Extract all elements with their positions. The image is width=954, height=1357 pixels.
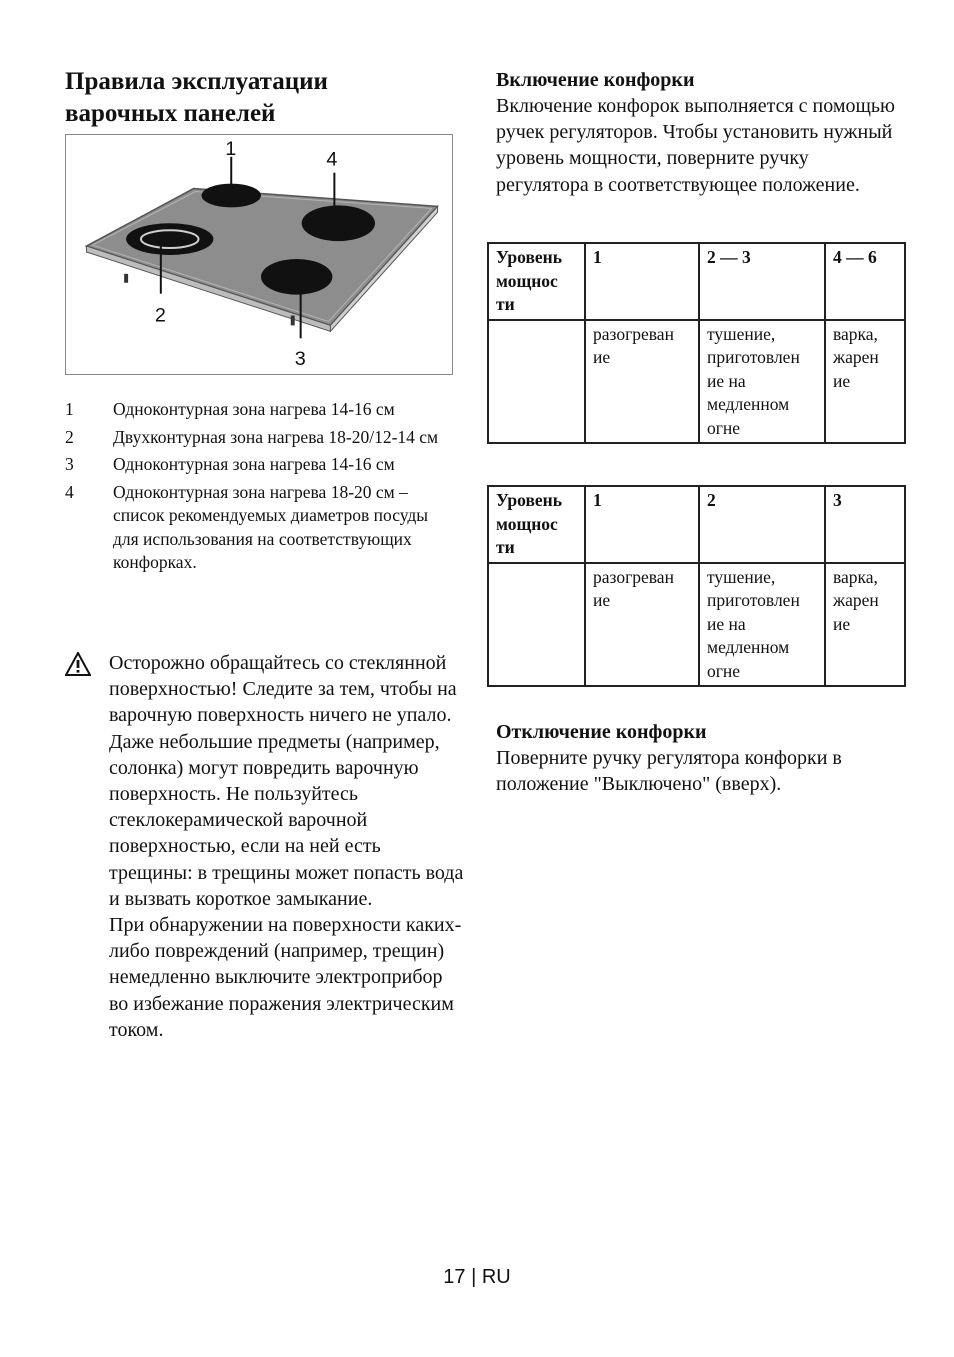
page-title-line2: варочных панелей — [65, 100, 276, 127]
table-row — [488, 563, 905, 687]
burner-2-outer — [126, 223, 213, 255]
switch-off-heading: Отключение конфорки — [496, 721, 707, 743]
language-code: RU — [481, 1266, 511, 1288]
table-cell: разогреван ие — [585, 320, 699, 444]
table-row — [488, 486, 905, 563]
burner-3 — [261, 259, 332, 295]
switch-on-text: Включение конфорок выполняется с помощью ручек регуляторов. Чтобы установить нужный уровень мощности, поверните ручку регулятора в соответствующее положение. — [496, 95, 895, 196]
page-footer — [0, 1266, 954, 1289]
table-cell: разогреван ие — [585, 563, 699, 687]
table-cell — [488, 320, 585, 444]
warning-paragraph-1: Осторожно обращайтесь со стеклянной поверхностью! Следите за тем, чтобы на варочную поверхность ничего не упало. Даже небольшие предметы (например, солонка) могут повредить варочную поверхность. Не пользуйтесь стеклокерамической варочной поверхностью, если на ней есть трещины: в трещины может попасть вода и вызвать короткое замыкание. — [109, 652, 464, 910]
hob-diagram — [65, 134, 453, 375]
table-row — [488, 320, 905, 444]
table-cell: варка, жарен ие — [825, 563, 905, 687]
callout-2: 2 — [154, 304, 166, 327]
table-cell: 3 — [825, 486, 905, 563]
zone-legend — [65, 398, 455, 579]
page-title-line1: Правила эксплуатации — [65, 68, 328, 95]
switch-off-section — [496, 719, 906, 797]
legend-item — [65, 453, 455, 477]
callout-3: 3 — [294, 348, 306, 371]
legend-text: Одноконтурная зона нагрева 14-16 см — [113, 399, 395, 419]
legend-number: 3 — [65, 454, 74, 474]
switch-off-text: Поверните ручку регулятора конфорки в положение "Выключено" (вверх). — [496, 747, 842, 796]
page-number: 17 — [443, 1266, 466, 1288]
legend-number: 1 — [65, 399, 74, 419]
legend-number: 2 — [65, 426, 74, 447]
callout-4: 4 — [326, 148, 338, 171]
power-level-table-2 — [487, 485, 906, 687]
warning-paragraph-2: При обнаружении на поверхности каких-либо повреждений (например, трещин) немедленно выключите электроприбор во избежание поражения электрическим током. — [109, 914, 462, 1041]
legend-text: Двухконтурная зона нагрева 18-20/12-14 см — [113, 426, 439, 447]
table-cell: Уровень мощнос ти — [488, 486, 585, 563]
legend-text: Одноконтурная зона нагрева 18-20 см – список рекомендуемых диаметров посуды для использования на соответствующих конфорках. — [113, 481, 429, 572]
table-cell: 4 — 6 — [825, 243, 905, 320]
power-level-table-1 — [487, 242, 906, 444]
table-cell: тушение, приготовлен ие на медленном огне — [699, 563, 825, 687]
table-cell: Уровень мощнос ти — [488, 243, 585, 320]
callout-1: 1 — [225, 137, 237, 160]
switch-on-heading: Включение конфорки — [496, 69, 695, 91]
footer-separator: | — [471, 1266, 477, 1288]
table-cell: 2 — 3 — [699, 243, 825, 320]
table-cell: варка, жарен ие — [825, 320, 905, 444]
burner-4 — [302, 205, 375, 241]
hob-illustration — [66, 135, 452, 374]
table-cell: 2 — [699, 486, 825, 563]
legend-number: 4 — [65, 481, 74, 502]
table-cell: 1 — [585, 243, 699, 320]
table-cell: 1 — [585, 486, 699, 563]
table-row — [488, 243, 905, 320]
switch-on-section — [496, 67, 896, 198]
glass-warning — [65, 650, 465, 1043]
table-cell — [488, 563, 585, 687]
legend-item — [65, 398, 455, 422]
legend-item — [65, 426, 455, 450]
page-title — [65, 66, 465, 130]
legend-text: Одноконтурная зона нагрева 14-16 см — [113, 454, 395, 474]
table-cell: тушение, приготовлен ие на медленном огне — [699, 320, 825, 444]
legend-item — [65, 481, 455, 575]
warning-triangle-icon — [65, 652, 91, 676]
